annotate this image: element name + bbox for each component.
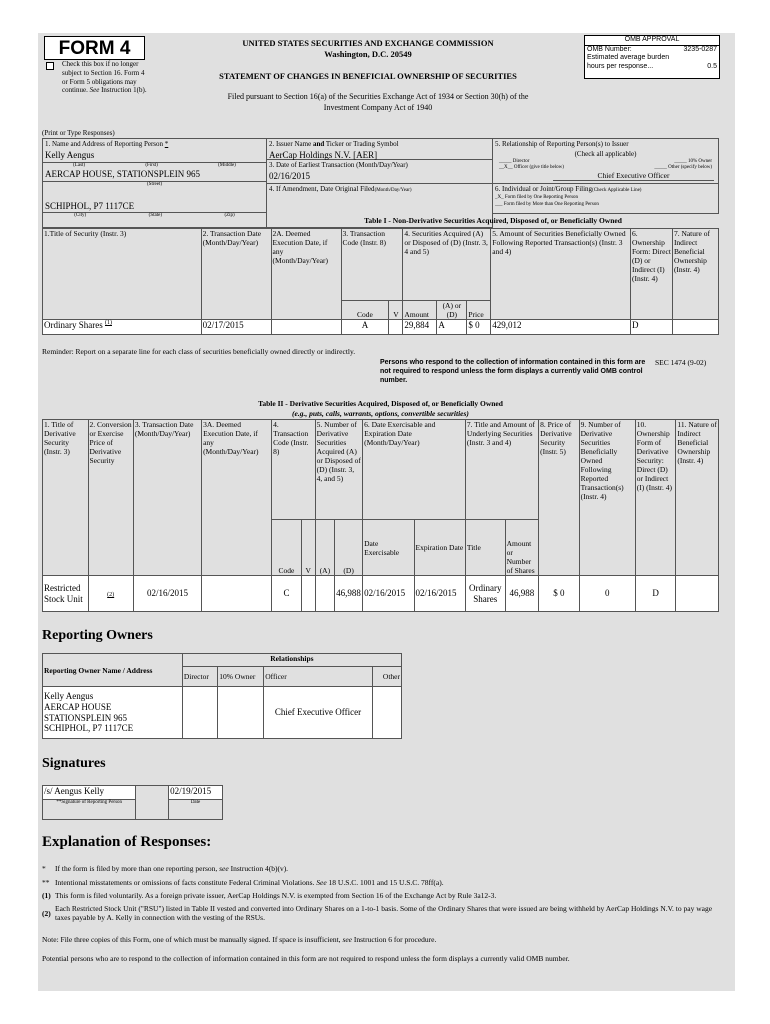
issuer-label-post: Ticker or Trading Symbol (324, 140, 399, 148)
earliest-date: 02/16/2015 (269, 170, 311, 181)
footnote-2-mark: (2) (42, 908, 51, 918)
t1-h-acquired: 4. Securities Acquired (A) or Disposed of (D) (Instr. 3, 4 and 5) (403, 229, 491, 301)
note-2-text (55, 878, 444, 887)
note-copies-b: Instruction 6 for procedure. (352, 935, 437, 944)
t2-h-title-sub: Title (465, 520, 505, 576)
t1-h-form: 6. Ownership Form: Direct (D) or Indirect (I) (Instr. 4) (630, 229, 672, 320)
signature-date-label: Date (169, 800, 223, 820)
t2-h-form: 10. Ownership Form of Derivative Security: Direct (D) or Indirect (I) (Instr. 4) (635, 420, 676, 576)
owners-officer-value: Chief Executive Officer (264, 687, 373, 739)
t1-h-code: 3. Transaction Code (Instr. 8) (341, 229, 403, 301)
owners-officer-header: Officer (264, 667, 373, 687)
omb-number-label: OMB Number: (587, 46, 632, 53)
t2-code: C (272, 576, 302, 612)
signature-label: **Signature of Reporting Person (43, 800, 136, 820)
signature-value: /s/ Aengus Kelly (43, 786, 136, 800)
t2-amount: 46,988 (505, 576, 539, 612)
owner-line-address1: AERCAP HOUSE (44, 701, 112, 712)
owner-line-name: Kelly Aengus (44, 690, 94, 701)
state-label: (State) (148, 213, 162, 218)
t2-d: 46,988 (335, 576, 363, 612)
owners-other-header: Other (372, 667, 401, 687)
street-label: (Street) (147, 181, 162, 187)
rel-director: _____ Director (499, 158, 530, 164)
owners-row (43, 687, 402, 739)
issuer-name: AerCap Holdings N.V. [AER] (269, 149, 378, 160)
t2-h-code: 4. Transaction Code (Instr. 8) (272, 420, 316, 520)
rel-10-owner: _____ 10% Owner (674, 158, 712, 164)
note-2-see: See (316, 878, 327, 887)
signature-date: 02/19/2015 (169, 786, 223, 800)
note-1-see: see (219, 864, 229, 873)
note-1-mark: * (42, 864, 46, 873)
t1-h-v: V (389, 301, 403, 320)
t2-h-owned: 9. Number of Derivative Securities Beneficially Owned Following Reported Transaction(s) (Instr. 4) (579, 420, 635, 576)
hours-row (585, 63, 719, 71)
t2-a (315, 576, 335, 612)
relationship-cell (493, 138, 719, 184)
issuer-label-and: and (312, 140, 325, 148)
explanation-note-1 (42, 864, 719, 873)
t1-v (389, 320, 403, 335)
t2-form: D (635, 576, 676, 612)
signatures-heading: Signatures (42, 756, 106, 771)
table1-row (43, 320, 719, 335)
t2-h-exp: Expiration Date (414, 520, 465, 576)
name-address-label (43, 139, 266, 150)
t2-h-exercisable: 6. Date Exercisable and Expiration Date (Month/Day/Year) (363, 420, 466, 520)
city-label: (City) (74, 213, 87, 218)
note-copies-a: Note: File three copies of this Form, one of which must be manually signed. If space is insufficient, (42, 935, 343, 944)
t2-h-conv: 2. Conversion or Exercise Price of Derivative Security (88, 420, 133, 576)
form-page (38, 33, 735, 991)
amendment-label (267, 184, 492, 195)
t2-date: 02/16/2015 (133, 576, 201, 612)
table2 (42, 419, 719, 612)
earliest-date-label: 3. Date of Earliest Transaction (Month/Day/Year) (269, 161, 408, 169)
commission-title: UNITED STATES SECURITIES AND EXCHANGE COMMISSION (242, 38, 494, 48)
t2-h-deemed: 3A. Deemed Execution Date, if any (Month/Day/Year) (202, 420, 272, 576)
t2-price: $ 0 (539, 576, 580, 612)
t2-deemed (202, 576, 272, 612)
t1-h-code-sub: Code (341, 301, 389, 320)
footnote-1-text: This form is filed voluntarily. As a foreign private issuer, AerCap Holdings N.V. is exempted from Section 16 of the Exchange Act by Rule 3a12-3. (55, 891, 497, 900)
t1-h-amount-owned: 5. Amount of Securities Beneficially Owned Following Reported Transaction(s) (Instr. 3 and 4) (491, 229, 631, 320)
relationship-label: 5. Relationship of Reporting Person(s) to Issuer (495, 140, 629, 148)
note-1-a: If the form is filed by more than one reporting person, (55, 864, 220, 873)
relationship-sub: (Check all applicable) (574, 149, 637, 158)
t2-exp: 02/16/2015 (414, 576, 465, 612)
reporting-person-name: Kelly Aengus (45, 149, 95, 160)
city-parts-row (43, 213, 266, 219)
owners-relationships-header: Relationships (182, 654, 401, 667)
zip-label: (Zip) (224, 213, 235, 218)
owners-director-header: Director (182, 667, 217, 687)
table1 (42, 228, 719, 335)
footnote-2-link[interactable]: (2) (107, 591, 115, 598)
owners-director-value (182, 687, 217, 739)
t1-amount: 29,884 (403, 320, 437, 335)
t1-h-title: 1.Title of Security (Instr. 3) (43, 229, 202, 320)
note-1-b: Instruction 4(b)(v). (228, 864, 289, 873)
t1-deemed (271, 320, 341, 335)
statement-title: STATEMENT OF CHANGES IN BENEFICIAL OWNERSHIP OF SECURITIES (219, 71, 517, 81)
rel-officer: __X__ Officer (give title below) (499, 164, 564, 170)
name-address-label-text: 1. Name and Address of Reporting Person (45, 140, 164, 148)
t2-h-date: 3. Transaction Date (Month/Day/Year) (133, 420, 201, 576)
signature-row (43, 786, 223, 800)
issuer-label-pre: 2. Issuer Name (269, 140, 313, 148)
form-title-box (44, 36, 145, 60)
t1-security (43, 320, 202, 335)
hours-value: 0.5 (707, 62, 717, 70)
middle-label: (Middle) (218, 163, 236, 168)
t2-date-ex: 02/16/2015 (363, 576, 414, 612)
table1-header-row (43, 229, 719, 301)
joint-filing-cell (493, 184, 719, 214)
sec-code: SEC 1474 (9-02) (655, 358, 707, 367)
reporting-address: AERCAP HOUSE, STATIONSPLEIN 965 (43, 169, 266, 181)
owners-10-value (218, 687, 264, 739)
name-asterisk: * (164, 140, 169, 148)
footnote-2-text: Each Restricted Stock Unit ("RSU") listed in Table II vested and converted into Ordinary Shares on a 1-to-1 basis. Some of the Ordinary Shares that were issued are being withheld by AerCap Holdings N.V. to pay wage taxes payable by A. Kelly in connection with the vesting of the RSUs. (55, 904, 713, 923)
rel-other: _____ Other (specify below) (654, 164, 712, 170)
joint-one: _X_ Form filed by One Reporting Person (495, 195, 579, 201)
first-label: (First) (145, 163, 158, 168)
t2-h-date-ex: Date Exercisable (363, 520, 414, 576)
joint-sub: (Check Applicable Line) (592, 188, 642, 193)
see-word: See (89, 86, 100, 95)
t1-owned: 429,012 (491, 320, 631, 335)
joint-filing-label (493, 184, 718, 195)
t1-h-nature: 7. Nature of Indirect Beneficial Ownership (Instr. 4) (672, 229, 718, 320)
footnote-1 (42, 891, 719, 900)
signature-spacer (136, 786, 169, 820)
amendment-sub: (Month/Day/Year) (374, 188, 412, 193)
reporting-section (42, 138, 719, 228)
omb-number-row (585, 46, 719, 54)
table2-header-row (43, 420, 719, 520)
t2-h-underlying: 7. Title and Amount of Underlying Securities (Instr. 3 and 4) (465, 420, 538, 520)
owners-name-header: Reporting Owner Name / Address (43, 654, 183, 687)
reporting-owners-table (42, 653, 402, 739)
t1-h-deemed: 2A. Deemed Execution Date, if any (Month/Day/Year) (271, 229, 341, 320)
t1-h-date: 2. Transaction Date (Month/Day/Year) (201, 229, 271, 320)
t2-owned: 0 (579, 576, 635, 612)
t2-h-v: V (301, 520, 315, 576)
instruction-ref: Instruction 1(b). (101, 86, 147, 95)
t2-h-nature: 11. Nature of Indirect Beneficial Ownership (Instr. 4) (676, 420, 719, 576)
potential-persons-note: Potential persons who are to respond to the collection of information contained in this form are not required to respond unless the form displays a currently valid OMB number. (42, 954, 570, 963)
table2-subtitle (42, 409, 719, 418)
t2-h-code-sub: Code (272, 520, 302, 576)
hours-label: hours per response... (587, 62, 654, 70)
footnote-1-link[interactable]: (1) (104, 320, 112, 326)
no-longer-subject-checkbox[interactable] (46, 62, 54, 70)
signature-label-row (43, 800, 223, 820)
table2-row (43, 576, 719, 612)
note-2-mark: ** (42, 878, 50, 887)
signatures-table (42, 785, 223, 820)
note-1-text (55, 864, 288, 873)
owners-name-address (43, 687, 183, 739)
t1-aord: A (437, 320, 467, 335)
t2-h-d: (D) (335, 520, 363, 576)
t2-v (301, 576, 315, 612)
joint-more: ___ Form filed by More than One Reporting Person (495, 201, 599, 207)
reporting-owners-heading: Reporting Owners (42, 628, 153, 643)
earliest-date-cell (267, 160, 493, 184)
t1-price: $ 0 (467, 320, 491, 335)
issuer-cell (267, 138, 493, 160)
check-box-label: Check this box if no longer subject to Section 16. Form 4 or Form 5 obligations may continue. (62, 60, 145, 95)
omb-number: 3235-0287 (683, 46, 717, 53)
name-parts-row (43, 162, 266, 169)
t2-h-number: 5. Number of Derivative Securities Acquired (A) or Disposed of (D) (Instr. 3, 4, and 5) (315, 420, 362, 520)
form-title: FORM 4 (58, 38, 131, 59)
t2-h-price: 8. Price of Derivative Security (Instr. 5) (539, 420, 580, 576)
t2-h-a: (A) (315, 520, 335, 576)
omb-approval-box (584, 35, 720, 79)
t1-nature (672, 320, 718, 335)
t1-h-price: Price (467, 301, 491, 320)
note-copies-see: see (342, 935, 353, 944)
t1-security-text: Ordinary Shares (44, 320, 103, 330)
omb-title: OMB APPROVAL (585, 36, 719, 46)
table1-title: Table I - Non-Derivative Securities Acquired, Disposed of, or Beneficially Owned (364, 216, 622, 225)
owners-header-row1 (43, 654, 402, 667)
filed-pursuant-line2: Investment Company Act of 1940 (323, 103, 433, 112)
check-box-text (62, 60, 152, 95)
t2-conv (88, 576, 133, 612)
t2-security: Restricted Stock Unit (43, 576, 89, 612)
footnote-2 (42, 904, 719, 923)
explanation-heading: Explanation of Responses: (42, 834, 212, 850)
joint-label-text: 6. Individual or Joint/Group Filing (495, 185, 593, 193)
reminder-text: Reminder: Report on a separate line for each class of securities beneficially owned directly or indirectly. (42, 347, 356, 356)
note-2-a: Intentional misstatements or omissions of facts constitute Federal Criminal Violations. (55, 878, 317, 887)
commission-location: Washington, D.C. 20549 (324, 49, 412, 59)
t1-date: 02/17/2015 (201, 320, 271, 335)
explanation-note-2 (42, 878, 719, 887)
t2-title: Ordinary Shares (465, 576, 505, 612)
last-label: (Last) (73, 163, 86, 168)
burden-label: Estimated average burden (587, 54, 670, 62)
owners-other-value (372, 687, 401, 739)
t2-h-amount-shares: Amount or Number of Shares (505, 520, 539, 576)
t2-nature (676, 576, 719, 612)
t2-h-title: 1. Title of Derivative Security (Instr. 3) (43, 420, 89, 576)
t1-h-aord: (A) or (D) (437, 301, 467, 320)
filed-pursuant-line1: Filed pursuant to Section 16(a) of the Securities Exchange Act of 1934 or Section 30(h) of the (227, 92, 529, 101)
t1-code: A (341, 320, 389, 335)
t1-form: D (630, 320, 672, 335)
owner-line-city: SCHIPHOL, P7 1117CE (44, 723, 134, 734)
owners-10-header: 10% Owner (218, 667, 264, 687)
amendment-label-text: 4. If Amendment, Date Original Filed (269, 185, 375, 193)
reporting-city: SCHIPHOL, P7 1117CE (43, 201, 266, 213)
table2-title: Table II - Derivative Securities Acquired, Disposed of, or Beneficially Owned (258, 399, 503, 408)
persons-notice: Persons who respond to the collection of information contained in this form are not required to respond unless the form displays a currently valid OMB control number. (380, 359, 646, 385)
footnote-1-mark: (1) (42, 891, 51, 900)
print-type-note: (Print or Type Responses) (42, 129, 115, 137)
table2-subtitle-text: (e.g., puts, calls, warrants, options, convertible securities) (292, 409, 469, 418)
officer-title: Chief Executive Officer (553, 171, 714, 181)
reporting-person-cell (42, 138, 267, 228)
t1-h-amount: Amount (403, 301, 437, 320)
note-copies (42, 935, 719, 944)
note-2-b: 18 U.S.C. 1001 and 15 U.S.C. 78ff(a). (326, 878, 444, 887)
issuer-label (267, 139, 492, 150)
owner-line-address2: STATIONSPLEIN 965 (44, 712, 128, 723)
